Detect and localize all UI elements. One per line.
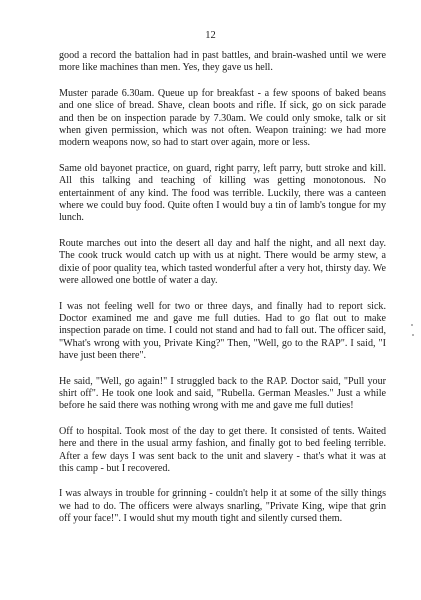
body-text — [59, 50, 386, 539]
paragraph-1: good a record the battalion had in past battles, and brain-washed until we were more like machines than men. Yes, they gave us hell. — [59, 50, 386, 74]
paragraph-8: I was always in trouble for grinning - couldn't help it at some of the silly things we had to do. The officers were always snarling, "Private King, wipe that grin off your face!". I would shut my mouth tight and silently cursed them. — [59, 488, 386, 525]
page-number: 12 — [205, 30, 216, 41]
paragraph-7: Off to hospital. Took most of the day to get there. It consisted of tents. Waited here and there in the usual army fashion, and finally got to bed feeling terrible. After a few days I was sent back to the unit and slavery - that's what it was at this camp - but I recovered. — [59, 425, 386, 474]
paragraph-4: Route marches out into the desert all day and half the night, and all next day. The cook truck would catch up with us at night. There would be army stew, a dixie of poor quality tea, which tasted wonderful after a very hot, thirsty day. We were allowed one bottle of water a day. — [59, 237, 386, 287]
paragraph-5: I was not feeling well for two or three days, and finally had to report sick. Doctor examined me and gave me full duties. Had to go flat out to make inspection parade on time. I could not stand and had to fall out. The officer said, "What's wrong with you, Private King?" Then, "Well, go to the RAP". I said, "I have just been there". — [59, 300, 386, 362]
paragraph-3: Same old bayonet practice, on guard, right parry, left parry, butt stroke and kill. All this talking and teaching of killing was getting monotonous. No entertainment of any kind. The food was terrible. Luckily, there was a canteen where we could buy food. Quite often I would buy a tin of lamb's tongue for my lunch. — [59, 162, 386, 224]
scan-speck — [412, 334, 414, 336]
paragraph-2: Muster parade 6.30am. Queue up for breakfast - a few spoons of baked beans and one slice of bread. Shave, clean boots and rifle. If sick, go on sick parade and then be on inspection parade by 7.30am. We could only smoke, talk or sit when given permission, which was not often. Weapon training: we had more modern weapons now, so had to start over again, more or less. — [59, 87, 386, 149]
scan-speck — [411, 324, 413, 326]
paragraph-6: He said, "Well, go again!" I struggled back to the RAP. Doctor said, "Pull your shirt off". He took one look and said, "Rubella. German Measles." Just a while before he said there was nothing wrong with me and gave me full duties! — [59, 375, 386, 412]
